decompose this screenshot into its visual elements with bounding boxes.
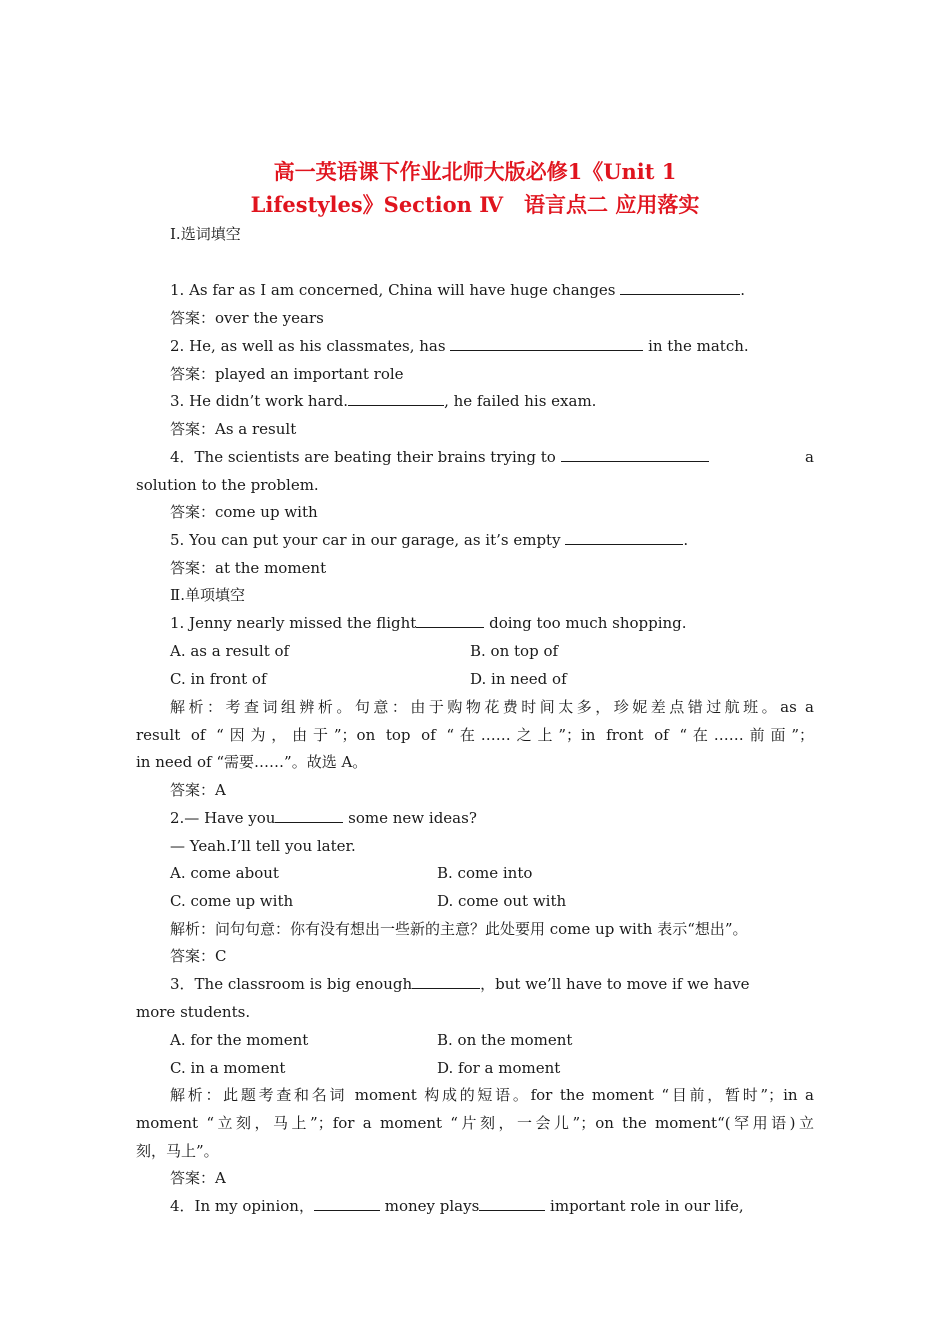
answer-blank xyxy=(620,280,740,295)
s2-q1-explanation-3: in need of “需要……”。故选 A。 xyxy=(136,753,368,771)
document-title-line-2: Lifestyles》Section Ⅳ 语言点二 应用落实 xyxy=(250,192,700,217)
s2-q2: 2.— Have you some new ideas? xyxy=(170,809,477,827)
answer-blank xyxy=(565,530,683,545)
s2-q2-explanation: 解析：问句句意：你有没有想出一些新的主意？此处要用 come up with 表示“想出”。 xyxy=(170,920,748,938)
answer-blank xyxy=(416,613,484,628)
s2-q3-option-a: A. for the moment xyxy=(170,1031,309,1049)
section-2-heading: Ⅱ.单项填空 xyxy=(170,586,245,604)
s1-q4: 4．The scientists are beating their brains trying to a xyxy=(170,448,814,466)
s2-q3-option-d: D. for a moment xyxy=(437,1059,561,1077)
answer-blank xyxy=(479,1196,545,1211)
s1-q3: 3. He didn’t work hard. , he failed his exam. xyxy=(170,392,597,410)
answer-blank xyxy=(412,974,480,989)
answer-blank xyxy=(314,1196,380,1211)
answer-blank xyxy=(275,808,343,823)
s1-q2-answer: 答案：played an important role xyxy=(170,365,404,383)
answer-blank xyxy=(450,336,643,351)
s2-q1-option-a: A. as a result of xyxy=(170,642,290,660)
s2-q1-answer: 答案：A xyxy=(170,781,226,799)
s1-q4-answer: 答案：come up with xyxy=(170,503,318,521)
s2-q4: 4．In my opinion， money plays important role in our life, xyxy=(170,1197,744,1215)
s2-q3-answer: 答案：A xyxy=(170,1169,226,1187)
s2-q2-answer: 答案：C xyxy=(170,947,227,965)
s2-q3-continued: more students. xyxy=(136,1003,251,1021)
s2-q1-option-d: D. in need of xyxy=(470,670,567,688)
s1-q5: 5. You can put your car in our garage, as it’s empty . xyxy=(170,531,689,549)
s2-q3: 3．The classroom is big enough ，but we’ll have to move if we have xyxy=(170,975,750,993)
s2-q3-explanation-2: moment “立刻，马上”；for a moment “片刻，一会儿”；on the moment“(罕用语)立 xyxy=(136,1114,814,1132)
s1-q4-continued: solution to the problem. xyxy=(136,476,319,494)
s2-q1-explanation-1: 解析：考查词组辨析。句意：由于购物花费时间太多，珍妮差点错过航班。as a xyxy=(170,698,814,716)
s1-q1: 1. As far as I am concerned, China will have huge changes . xyxy=(170,281,746,299)
s1-q1-answer: 答案：over the years xyxy=(170,309,324,327)
s2-q3-option-b: B. on the moment xyxy=(437,1031,573,1049)
s1-q3-answer: 答案：As a result xyxy=(170,420,297,438)
s2-q3-explanation-1: 解析：此题考查和名词 moment 构成的短语。for the moment “目前，暂时”；in a xyxy=(170,1086,814,1104)
s2-q1-option-c: C. in front of xyxy=(170,670,267,688)
section-1-heading: Ⅰ.选词填空 xyxy=(170,225,241,243)
s2-q1-explanation-2: result of “因为，由于”；on top of “在……之上”；in front of “在……前面”； xyxy=(136,726,814,744)
s2-q2-option-b: B. come into xyxy=(437,864,533,882)
s2-q3-option-c: C. in a moment xyxy=(170,1059,286,1077)
s2-q2-option-a: A. come about xyxy=(170,864,279,882)
s2-q2-option-d: D. come out with xyxy=(437,892,567,910)
s2-q3-explanation-3: 刻，马上”。 xyxy=(136,1142,219,1160)
answer-blank xyxy=(561,447,709,462)
document-title-line-1: 高一英语课下作业北师大版必修1《Unit 1 xyxy=(273,159,677,184)
s2-q1: 1. Jenny nearly missed the flight doing too much shopping. xyxy=(170,614,687,632)
s1-q2: 2. He, as well as his classmates, has in the match. xyxy=(170,337,749,355)
s2-q2-reply: — Yeah.I’ll tell you later. xyxy=(170,837,356,855)
s2-q1-option-b: B. on top of xyxy=(470,642,559,660)
s2-q2-option-c: C. come up with xyxy=(170,892,294,910)
answer-blank xyxy=(348,391,444,406)
s1-q5-answer: 答案：at the moment xyxy=(170,559,327,577)
